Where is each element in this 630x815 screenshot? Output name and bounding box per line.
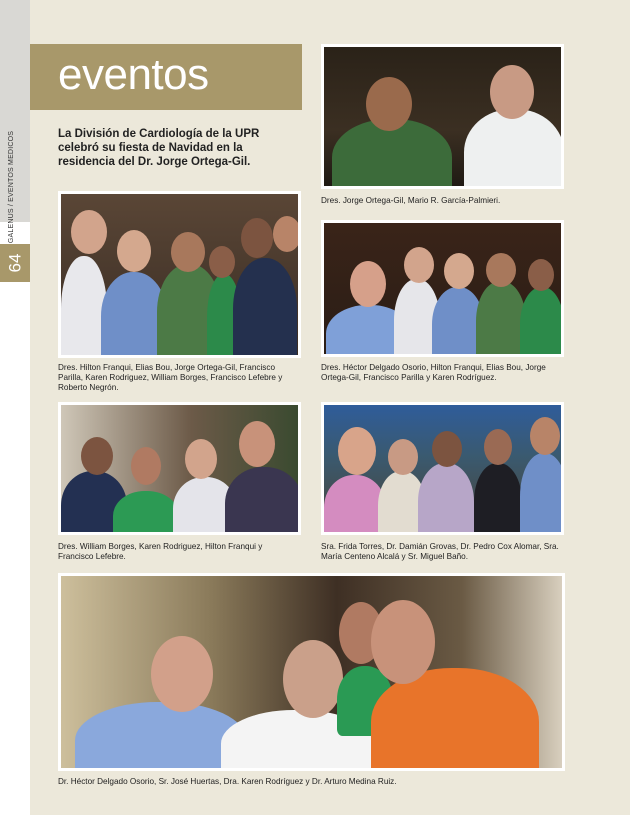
person-silhouette: [324, 475, 386, 535]
person-head: [486, 253, 516, 287]
photo-4: [58, 402, 301, 535]
person-head: [239, 421, 275, 467]
person-head: [490, 65, 534, 119]
photo-6: [58, 573, 565, 771]
person-silhouette: [225, 467, 301, 535]
person-silhouette: [520, 287, 564, 357]
person-head: [81, 437, 113, 475]
person-silhouette: [113, 491, 179, 535]
person-head: [388, 439, 418, 475]
person-head: [209, 246, 235, 278]
person-head: [283, 640, 343, 718]
person-silhouette: [464, 109, 564, 189]
person-silhouette: [233, 258, 297, 358]
person-head: [171, 232, 205, 272]
person-head: [71, 210, 107, 254]
person-head: [350, 261, 386, 307]
person-head: [530, 417, 560, 455]
person-head: [185, 439, 217, 479]
photo-3: [321, 220, 564, 357]
photo-5: [321, 402, 564, 535]
photo-4-caption: Dres. William Borges, Karen Rodriguez, Hilton Franqui y Francisco Lefebre.: [58, 542, 263, 561]
person-head: [444, 253, 474, 289]
person-head: [484, 429, 512, 465]
person-head: [241, 218, 273, 258]
person-silhouette: [476, 281, 526, 357]
person-silhouette: [520, 453, 564, 535]
person-silhouette: [474, 463, 522, 535]
person-head: [273, 216, 301, 252]
page-title: eventos: [58, 50, 209, 99]
photo-3-caption: Dres. Héctor Delgado Osorio, Hilton Franqui, Elias Bou, Jorge Ortega-Gil, Francisco Parilla y Karen Rodríguez.: [321, 363, 546, 382]
person-silhouette: [418, 463, 474, 535]
person-head: [432, 431, 462, 467]
person-head: [151, 636, 213, 712]
person-head: [528, 259, 554, 291]
section-label: GALENUS / EVENTOS MEDICOS: [8, 130, 15, 244]
photo-1-caption: Dres. Jorge Ortega-Gil, Mario R. García-Palmieri.: [321, 196, 501, 205]
person-head: [366, 77, 412, 131]
person-head: [404, 247, 434, 283]
person-silhouette: [371, 668, 539, 771]
person-head: [338, 427, 376, 475]
page-number: [0, 244, 30, 282]
page-number-text: 64: [4, 253, 24, 273]
photo-1: [321, 44, 564, 189]
person-head: [371, 600, 435, 684]
person-head: [131, 447, 161, 485]
intro-text: La División de Cardiología de la UPR celebró su fiesta de Navidad en la residencia del Dr. Jorge Ortega-Gil.: [58, 128, 260, 168]
section-banner: [30, 44, 302, 110]
photo-2-caption: Dres. Hilton Franqui, Elias Bou, Jorge Ortega-Gil, Francisco Parilla, Karen Rodriguez, William Borges, Francisco Lefebre y Roberto Negrón.: [58, 363, 283, 392]
photo-2: [58, 191, 301, 358]
person-head: [117, 230, 151, 272]
photo-5-caption: Sra. Frida Torres, Dr. Damián Grovas, Dr. Pedro Cox Alomar, Sra. María Centeno Alcalá y Sr. Miguel Baño.: [321, 542, 559, 561]
photo-6-caption: Dr. Héctor Delgado Osorio, Sr. José Huertas, Dra. Karen Rodríguez y Dr. Arturo Medina Ruiz.: [58, 777, 397, 786]
